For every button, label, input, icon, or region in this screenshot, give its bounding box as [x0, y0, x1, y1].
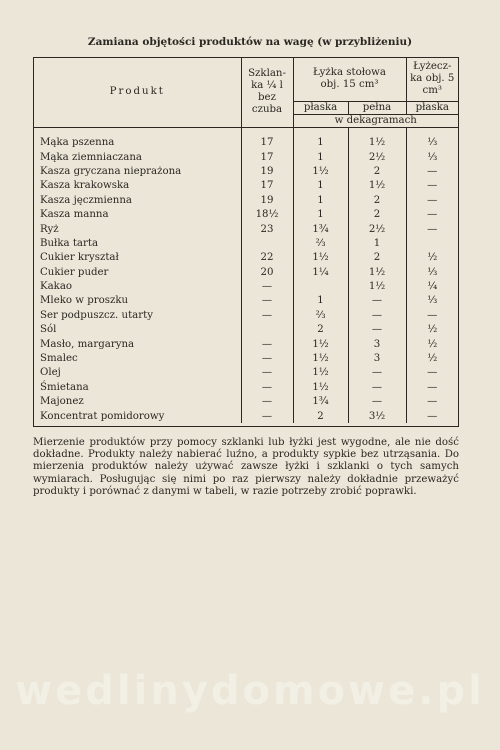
table-row	[34, 164, 458, 178]
header-lyzeczka-plaska: płaska	[406, 101, 458, 114]
cell-szklanka: 20	[241, 265, 293, 279]
cell-lyzka-plaska: 1	[293, 179, 348, 193]
cell-szklanka: 17	[241, 179, 293, 193]
table-body	[34, 127, 458, 423]
cell-lyzka-plaska: 1½	[293, 164, 348, 178]
product-name: Smalec	[40, 353, 78, 365]
note-paragraph: Mierzenie produktów przy pomocy szklanki lub łyżki jest wygodne, ale nie dość dokładne. Produkty należy nabierać luźno, a produkty sypkie bez utrząsania. Do mierzenia produktów należy używać zawsze łyżki i szklanki o tych samych wymiarach. Posługując się nimi po raz pierwszy należy dokładnie przeważyć produkty i porównać z danymi w tabeli, w razie potrzeby zrobić poprawki.	[33, 437, 459, 497]
cell-szklanka: —	[241, 366, 293, 380]
table-row	[34, 251, 458, 265]
cell-szklanka: —	[241, 351, 293, 365]
cell-lyzka-plaska: 1¼	[293, 265, 348, 279]
table-row	[34, 127, 458, 150]
cell-lyzka-pelna: 1½	[348, 279, 406, 293]
cell-lyzeczka: —	[406, 409, 458, 423]
cell-szklanka: —	[241, 395, 293, 409]
cell-lyzka-plaska: 1	[293, 207, 348, 221]
cell-lyzka-pelna: —	[348, 395, 406, 409]
cell-lyzeczka: —	[406, 380, 458, 394]
cell-lyzka-plaska: 1	[293, 150, 348, 164]
cell-lyzka-pelna: 1½	[348, 179, 406, 193]
cell-szklanka: —	[241, 409, 293, 423]
header-lyzka-plaska: płaska	[293, 101, 348, 114]
product-name: Kasza jęczmienna	[40, 194, 132, 206]
cell-szklanka: 19	[241, 164, 293, 178]
cell-szklanka: —	[241, 279, 293, 293]
table-row	[34, 308, 458, 322]
cell-lyzka-pelna: 3	[348, 337, 406, 351]
header-lyzeczka: Łyżecz-ka obj. 5 cm³	[406, 58, 458, 101]
cell-lyzeczka: ⅓	[406, 294, 458, 308]
table-row	[34, 366, 458, 380]
cell-lyzeczka: ½	[406, 337, 458, 351]
conversion-table	[34, 58, 458, 423]
table-row	[34, 179, 458, 193]
cell-lyzeczka: ⅓	[406, 265, 458, 279]
cell-lyzeczka: ½	[406, 323, 458, 337]
cell-szklanka	[241, 236, 293, 250]
cell-lyzka-pelna: 1½	[348, 265, 406, 279]
cell-lyzka-plaska: 1½	[293, 337, 348, 351]
cell-lyzka-pelna: —	[348, 308, 406, 322]
table-row	[34, 222, 458, 236]
cell-lyzka-plaska: 2	[293, 323, 348, 337]
cell-lyzka-plaska: 2	[293, 409, 348, 423]
cell-lyzka-plaska: ⅔	[293, 236, 348, 250]
table-row	[34, 150, 458, 164]
cell-lyzka-pelna: 3	[348, 351, 406, 365]
product-name: Masło, margaryna	[40, 338, 135, 350]
cell-lyzka-pelna: 2½	[348, 150, 406, 164]
cell-lyzka-plaska: 1¾	[293, 222, 348, 236]
table-row	[34, 323, 458, 337]
product-name: Cukier kryształ	[40, 252, 119, 264]
product-name: Bułka tarta	[40, 237, 99, 249]
cell-lyzka-plaska: 1½	[293, 380, 348, 394]
table-row	[34, 380, 458, 394]
conversion-table-frame	[33, 57, 459, 427]
product-name: Śmietana	[40, 381, 89, 393]
table-row	[34, 279, 458, 293]
table-row	[34, 337, 458, 351]
header-produkt: Produkt	[34, 58, 241, 127]
cell-lyzeczka: ⅓	[406, 127, 458, 150]
cell-lyzeczka: —	[406, 366, 458, 380]
cell-lyzka-pelna: —	[348, 323, 406, 337]
cell-lyzeczka: —	[406, 222, 458, 236]
cell-lyzka-pelna: 1½	[348, 127, 406, 150]
cell-szklanka: 18½	[241, 207, 293, 221]
table-row	[34, 265, 458, 279]
product-name: Cukier puder	[40, 266, 109, 278]
header-lyzka-pelna: pełna	[348, 101, 406, 114]
cell-lyzeczka: —	[406, 193, 458, 207]
cell-lyzka-plaska: 1	[293, 193, 348, 207]
cell-lyzeczka: —	[406, 164, 458, 178]
cell-lyzka-pelna: —	[348, 380, 406, 394]
header-unit: w dekagramach	[293, 114, 458, 127]
cell-lyzeczka: —	[406, 395, 458, 409]
product-name: Mleko w proszku	[40, 295, 129, 307]
cell-lyzeczka: ½	[406, 351, 458, 365]
cell-lyzeczka: ⅓	[406, 150, 458, 164]
product-name: Sól	[40, 324, 57, 336]
product-name: Mąka pszenna	[40, 137, 115, 149]
table-row	[34, 294, 458, 308]
cell-lyzeczka: —	[406, 207, 458, 221]
cell-szklanka: 23	[241, 222, 293, 236]
cell-lyzeczka: ½	[406, 251, 458, 265]
cell-lyzka-pelna: —	[348, 366, 406, 380]
product-name: Kakao	[40, 281, 73, 293]
table-row	[34, 207, 458, 221]
cell-szklanka: 17	[241, 127, 293, 150]
product-name: Ser podpuszcz. utarty	[40, 309, 153, 321]
product-name: Kasza krakowska	[40, 180, 130, 192]
cell-lyzeczka: —	[406, 308, 458, 322]
product-name: Ryż	[40, 223, 59, 235]
product-name: Mąka ziemniaczana	[40, 151, 142, 163]
cell-lyzka-pelna: 3½	[348, 409, 406, 423]
cell-lyzka-plaska	[293, 279, 348, 293]
cell-szklanka: —	[241, 308, 293, 322]
cell-lyzka-pelna: 2	[348, 193, 406, 207]
table-row	[34, 351, 458, 365]
product-name: Kasza manna	[40, 209, 109, 221]
product-name: Olej	[40, 367, 61, 379]
product-name: Kasza gryczana nieprażona	[40, 165, 182, 177]
cell-lyzka-plaska: 1½	[293, 251, 348, 265]
cell-lyzeczka	[406, 236, 458, 250]
cell-lyzeczka: —	[406, 179, 458, 193]
cell-lyzka-plaska: 1¾	[293, 395, 348, 409]
cell-lyzka-plaska: 1½	[293, 366, 348, 380]
cell-lyzka-plaska: ⅔	[293, 308, 348, 322]
table-row	[34, 409, 458, 423]
product-name: Koncentrat pomidorowy	[40, 410, 165, 422]
header-lyzka: Łyżka stołowa obj. 15 cm³	[293, 58, 406, 101]
table-row	[34, 395, 458, 409]
cell-lyzka-plaska: 1	[293, 294, 348, 308]
product-name: Majonez	[40, 396, 84, 408]
cell-lyzeczka: ¼	[406, 279, 458, 293]
watermark: wedlinydomowe.pl	[15, 668, 485, 714]
cell-lyzka-pelna: 2	[348, 251, 406, 265]
cell-lyzka-pelna: —	[348, 294, 406, 308]
header-szklanka: Szklan-ka ¼ l bez czuba	[241, 58, 293, 127]
cell-lyzka-plaska: 1½	[293, 351, 348, 365]
table-row	[34, 236, 458, 250]
cell-szklanka	[241, 323, 293, 337]
cell-lyzka-plaska: 1	[293, 127, 348, 150]
cell-lyzka-pelna: 2	[348, 164, 406, 178]
cell-lyzka-pelna: 1	[348, 236, 406, 250]
cell-szklanka: —	[241, 337, 293, 351]
cell-szklanka: —	[241, 294, 293, 308]
page-title: Zamiana objętości produktów na wagę (w przybliżeniu)	[87, 36, 413, 48]
cell-szklanka: —	[241, 380, 293, 394]
cell-lyzka-pelna: 2	[348, 207, 406, 221]
table-row	[34, 193, 458, 207]
cell-szklanka: 17	[241, 150, 293, 164]
cell-szklanka: 22	[241, 251, 293, 265]
cell-szklanka: 19	[241, 193, 293, 207]
cell-lyzka-pelna: 2½	[348, 222, 406, 236]
